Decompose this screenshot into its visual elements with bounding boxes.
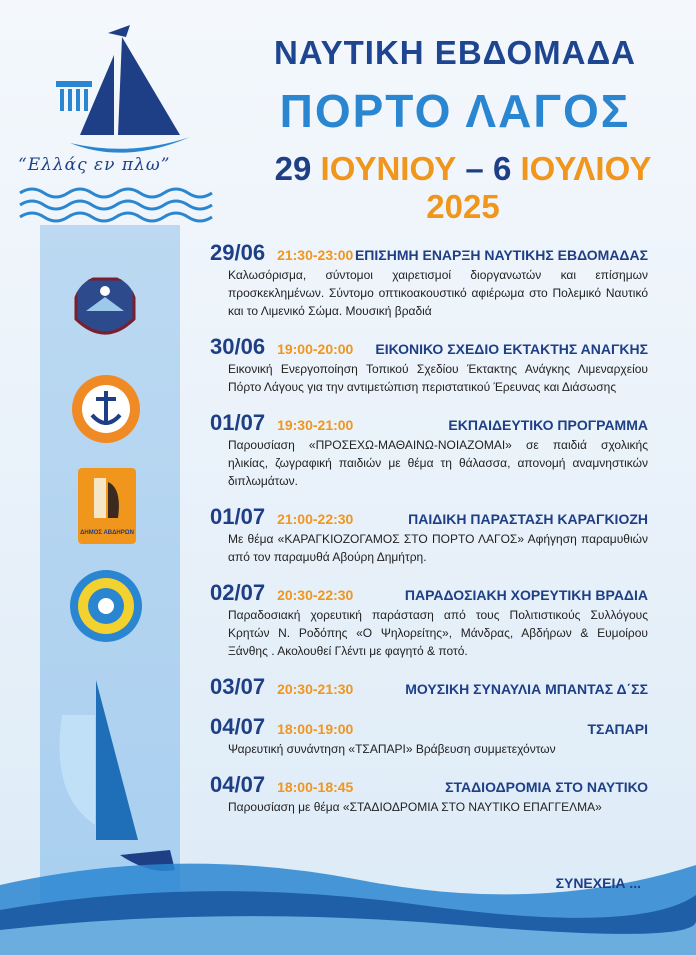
event-date: 02/07: [210, 580, 266, 605]
date-dash: –: [465, 150, 484, 187]
date-start-day: 29: [274, 150, 312, 187]
event-description: Παραδοσιακή χορευτική παράσταση από τους Πολιτιστικούς Συλλόγους Κρητών Ν. Ροδόπης «Ο Ψηλορείτης», Μάνδρας, Αβδήρων & Ευμοίρου Ξάνθης . Ακολουθεί Γλέντι με φαγητό & ποτό.: [228, 608, 648, 658]
event-item: [210, 334, 648, 396]
event-date: 30/06: [210, 334, 266, 359]
event-title: ΕΠΙΣΗΜΗ ΕΝΑΡΞΗ ΝΑΥΤΙΚΗΣ ΕΒΔΟΜΑΔΑΣ: [354, 247, 648, 263]
poster-subtitle: ΠΟΡΤΟ ΛΑΓΟΣ: [279, 85, 631, 137]
sailboat-logo: [10, 15, 240, 230]
event-time: 18:00-18:45: [277, 779, 354, 795]
event-header: [210, 410, 648, 436]
municipality-label: ΔΗΜΟΣ ΑΒΔΗΡΩΝ: [80, 530, 134, 536]
event-item: [210, 772, 648, 816]
event-description: Παρουσίαση με θέμα «ΣΤΑΔΙΟΔΡΟΜΙΑ ΣΤΟ ΝΑΥΤΙΚΟ ΕΠΑΓΓΕΛΜΑ»: [228, 800, 602, 814]
event-date: 01/07: [210, 504, 266, 529]
event-header: [210, 674, 648, 700]
event-time: 21:00-22:30: [277, 511, 354, 527]
event-date: 04/07: [210, 714, 266, 739]
event-date: 01/07: [210, 410, 266, 435]
event-item: [210, 674, 648, 700]
event-description: Εικονική Ενεργοποίηση Τοπικού Σχεδίου Έκτακτης Ανάγκης Λιμεναρχείου Πόρτο Λάγους για την αντιμετώπιση περιστατικού Έρευνας και Διάσωσης: [228, 362, 648, 394]
event-time: 19:30-21:00: [277, 417, 354, 433]
event-time: 19:00-20:00: [277, 341, 354, 357]
event-header: [210, 504, 648, 530]
event-item: [210, 580, 648, 660]
event-header: [210, 580, 648, 606]
event-time: 20:30-21:30: [277, 681, 354, 697]
event-header: [210, 334, 648, 360]
event-list: [210, 240, 648, 830]
event-title: ΕΙΚΟΝΙΚΟ ΣΧΕΔΙΟ ΕΚΤΑΚΤΗΣ ΑΝΑΓΚΗΣ: [375, 341, 648, 357]
club-emblem-icon: [68, 568, 144, 644]
poster-title: ΝΑΥΤΙΚΗ ΕΒΔΟΜΑΔΑ: [273, 34, 637, 71]
event-description: Ψαρευτική συνάντηση «ΤΣΑΠΑΡΙ» Βράβευση συμμετεχόντων: [228, 742, 556, 756]
event-item: [210, 714, 648, 758]
event-description: Παρουσίαση «ΠΡΟΣΕΧΩ-ΜΑΘΑΙΝΩ-ΝΟΙΑΖΟΜΑΙ» σε παιδιά σχολικής ηλικίας, ζωγραφική παιδιών με θέμα τη θάλασσα, απονομή αναμνηστικών διπλωμάτων.: [228, 438, 648, 488]
continued-text: ΣΥΝΕΧΕΙΑ ...: [555, 875, 641, 891]
event-title: ΤΣΑΠΑΡΙ: [587, 721, 648, 737]
event-title: ΠΑΡΑΔΟΣΙΑΚΗ ΧΟΡΕΥΤΙΚΗ ΒΡΑΔΙΑ: [404, 587, 648, 603]
event-time: 18:00-19:00: [277, 721, 354, 737]
anchor-emblem-icon: [70, 373, 142, 445]
date-year: 2025: [426, 188, 500, 225]
event-date: 04/07: [210, 772, 266, 797]
event-title: ΣΤΑΔΙΟΔΡΟΜΙΑ ΣΤΟ ΝΑΥΤΙΚΟ: [445, 779, 648, 795]
navy-emblem-icon: [72, 275, 138, 347]
event-title: ΠΑΙΔΙΚΗ ΠΑΡΑΣΤΑΣΗ ΚΑΡΑΓΚΙΟΖΗ: [408, 511, 648, 527]
event-description: Καλωσόρισμα, σύντομοι χαιρετισμοί διοργανωτών και επίσημων προσκεκλημένων. Σύντομο οπτικοακουστικό αφιέρωμα στο Πολεμικό Ναυτικό και το Λιμενικό Σώμα. Μουσική βραδιά: [228, 268, 648, 318]
event-time: 21:30-23:00: [277, 247, 354, 263]
event-date: 29/06: [210, 240, 266, 265]
event-item: [210, 240, 648, 320]
date-end-day: 6: [492, 150, 512, 187]
event-header: [210, 240, 648, 266]
event-header: [210, 772, 648, 798]
event-time: 20:30-22:30: [277, 587, 354, 603]
event-item: [210, 410, 648, 490]
event-item: [210, 504, 648, 566]
event-date: 03/07: [210, 674, 266, 699]
date-end-month: ΙΟΥΛΙΟΥ: [520, 150, 652, 187]
event-header: [210, 714, 648, 740]
event-dates: [248, 150, 678, 226]
motto-text: “Ελλάς εν πλω”: [18, 155, 171, 175]
event-description: Με θέμα «ΚΑΡΑΓΚΙΟΖΟΓΑΜΟΣ ΣΤΟ ΠΟΡΤΟ ΛΑΓΟΣ» Αφήγηση παραμυθιών από τον παραμυθά Αβούρη Δημήτρη.: [228, 532, 648, 564]
date-start-month: ΙΟΥΝΙΟΥ: [320, 150, 457, 187]
event-title: ΜΟΥΣΙΚΗ ΣΥΝΑΥΛΙΑ ΜΠΑΝΤΑΣ Δ΄ΣΣ: [405, 681, 648, 697]
event-title: ΕΚΠΑΙΔΕΥΤΙΚΟ ΠΡΟΓΡΑΜΜΑ: [448, 417, 648, 433]
